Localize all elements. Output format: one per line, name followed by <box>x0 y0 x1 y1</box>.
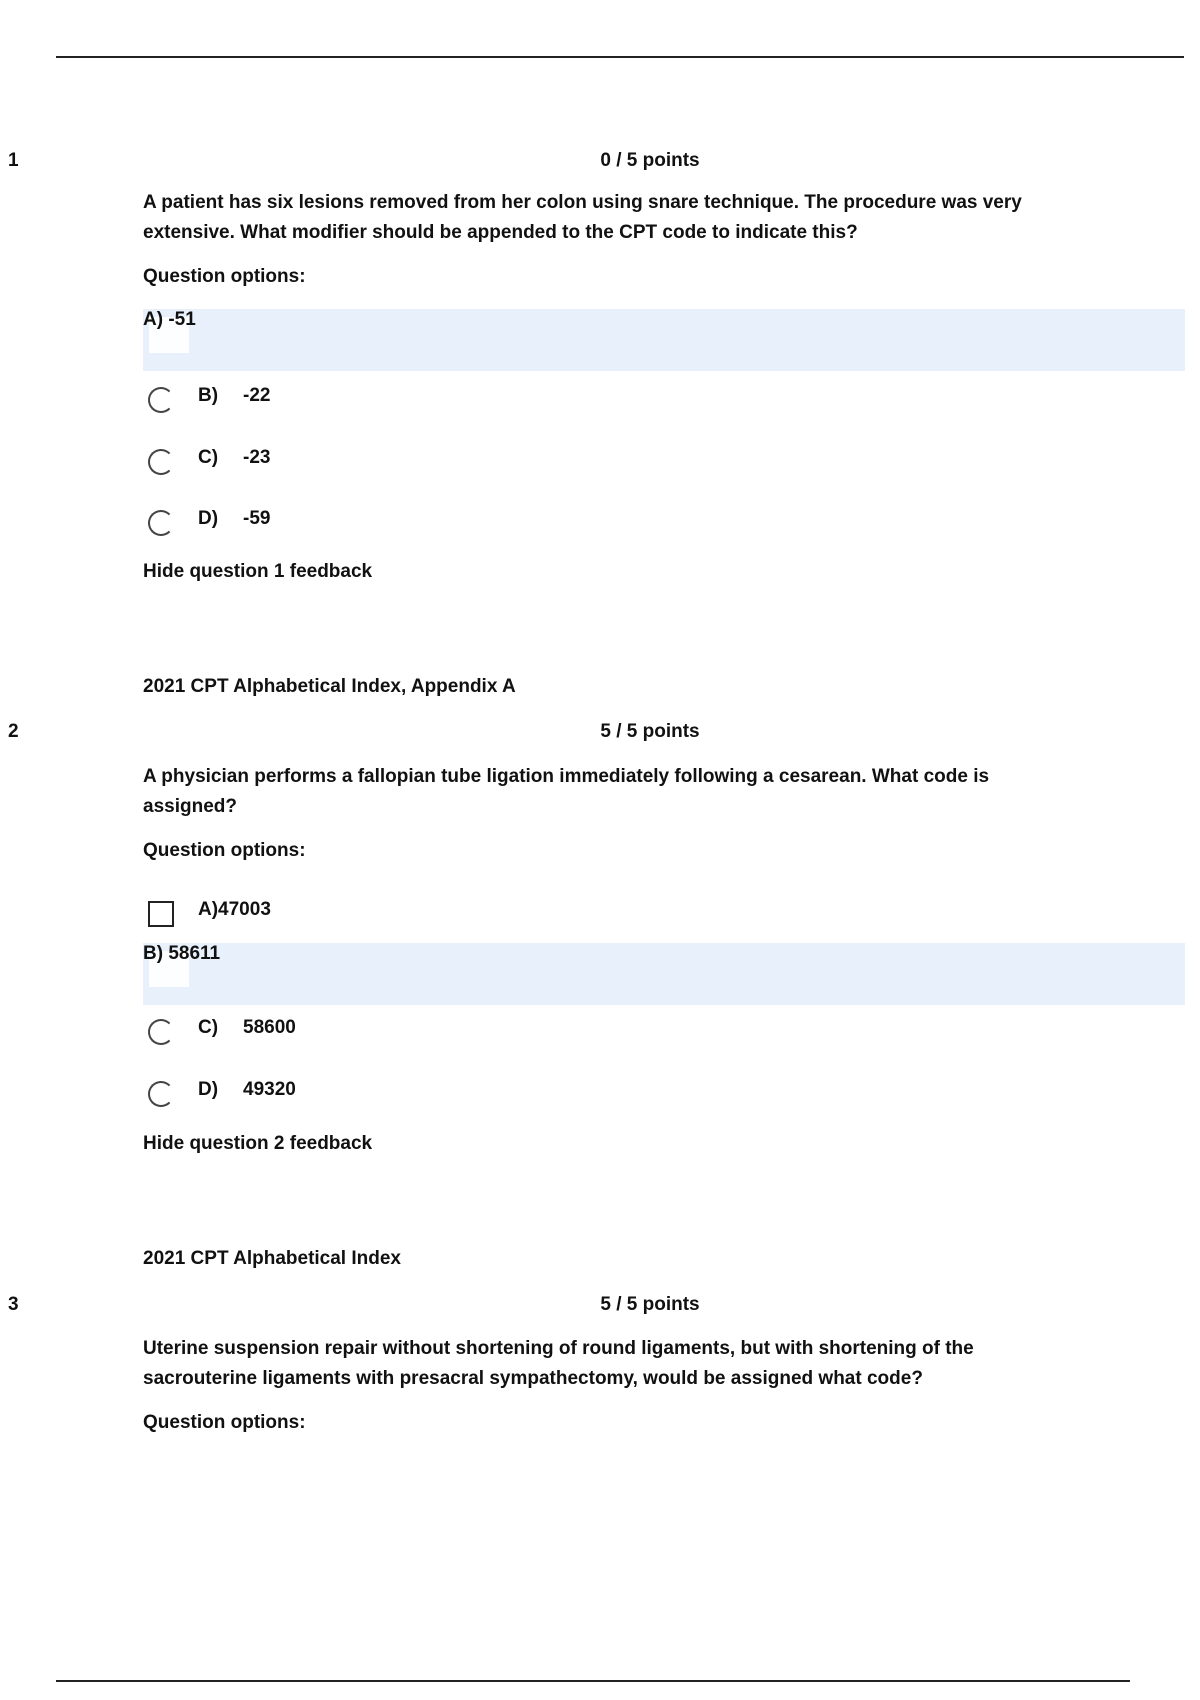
question-options-label: Question options: <box>143 1412 306 1433</box>
question-number: 1 <box>8 150 19 171</box>
feedback-text: 2021 CPT Alphabetical Index, Appendix A <box>143 676 516 697</box>
radio-icon[interactable] <box>148 510 174 536</box>
option-text: A)47003 <box>198 899 271 920</box>
bottom-divider <box>56 1680 1130 1682</box>
question-number: 2 <box>8 721 19 742</box>
selected-answer-text: A) -51 <box>143 309 196 330</box>
hide-feedback-link[interactable]: Hide question 1 feedback <box>143 561 373 582</box>
option-value: -59 <box>243 508 271 529</box>
question-text: Uterine suspension repair without shortening of round ligaments, but with shortening of the sacrouterine ligaments with presacral sympathectomy, would be assigned what code? <box>143 1338 974 1389</box>
option-value: -23 <box>243 447 271 468</box>
radio-icon[interactable] <box>148 449 174 475</box>
question-text: A patient has six lesions removed from her colon using snare technique. The procedure was very extensive. What modifier should be appended to the CPT code to indicate this? <box>143 192 1022 243</box>
option-letter: C) <box>198 1017 219 1038</box>
selected-answer-text: B) 58611 <box>143 943 221 964</box>
option-letter: C) <box>198 447 219 468</box>
option-letter: D) <box>198 508 219 529</box>
question-number: 3 <box>8 1294 19 1315</box>
question-text: A physician performs a fallopian tube ligation immediately following a cesarean. What code is assigned? <box>143 766 990 817</box>
selected-answer-row[interactable] <box>143 309 1185 371</box>
option-letter: D) <box>198 1079 219 1100</box>
question-points: 5 / 5 points <box>600 721 700 742</box>
option-value: -22 <box>243 385 271 406</box>
hide-feedback-link[interactable]: Hide question 2 feedback <box>143 1133 373 1154</box>
question-points: 5 / 5 points <box>600 1294 700 1315</box>
radio-icon[interactable] <box>148 387 174 413</box>
question-points: 0 / 5 points <box>600 150 700 171</box>
radio-icon[interactable] <box>148 1081 174 1107</box>
option-letter: B) <box>198 385 219 406</box>
checkbox-icon[interactable] <box>148 901 174 927</box>
radio-icon[interactable] <box>148 1019 174 1045</box>
option-value: 58600 <box>243 1017 296 1038</box>
feedback-text: 2021 CPT Alphabetical Index <box>143 1248 401 1269</box>
selected-answer-row[interactable] <box>143 943 1185 1005</box>
top-divider <box>56 56 1184 58</box>
option-value: 49320 <box>243 1079 296 1100</box>
question-options-label: Question options: <box>143 266 306 287</box>
question-options-label: Question options: <box>143 840 306 861</box>
